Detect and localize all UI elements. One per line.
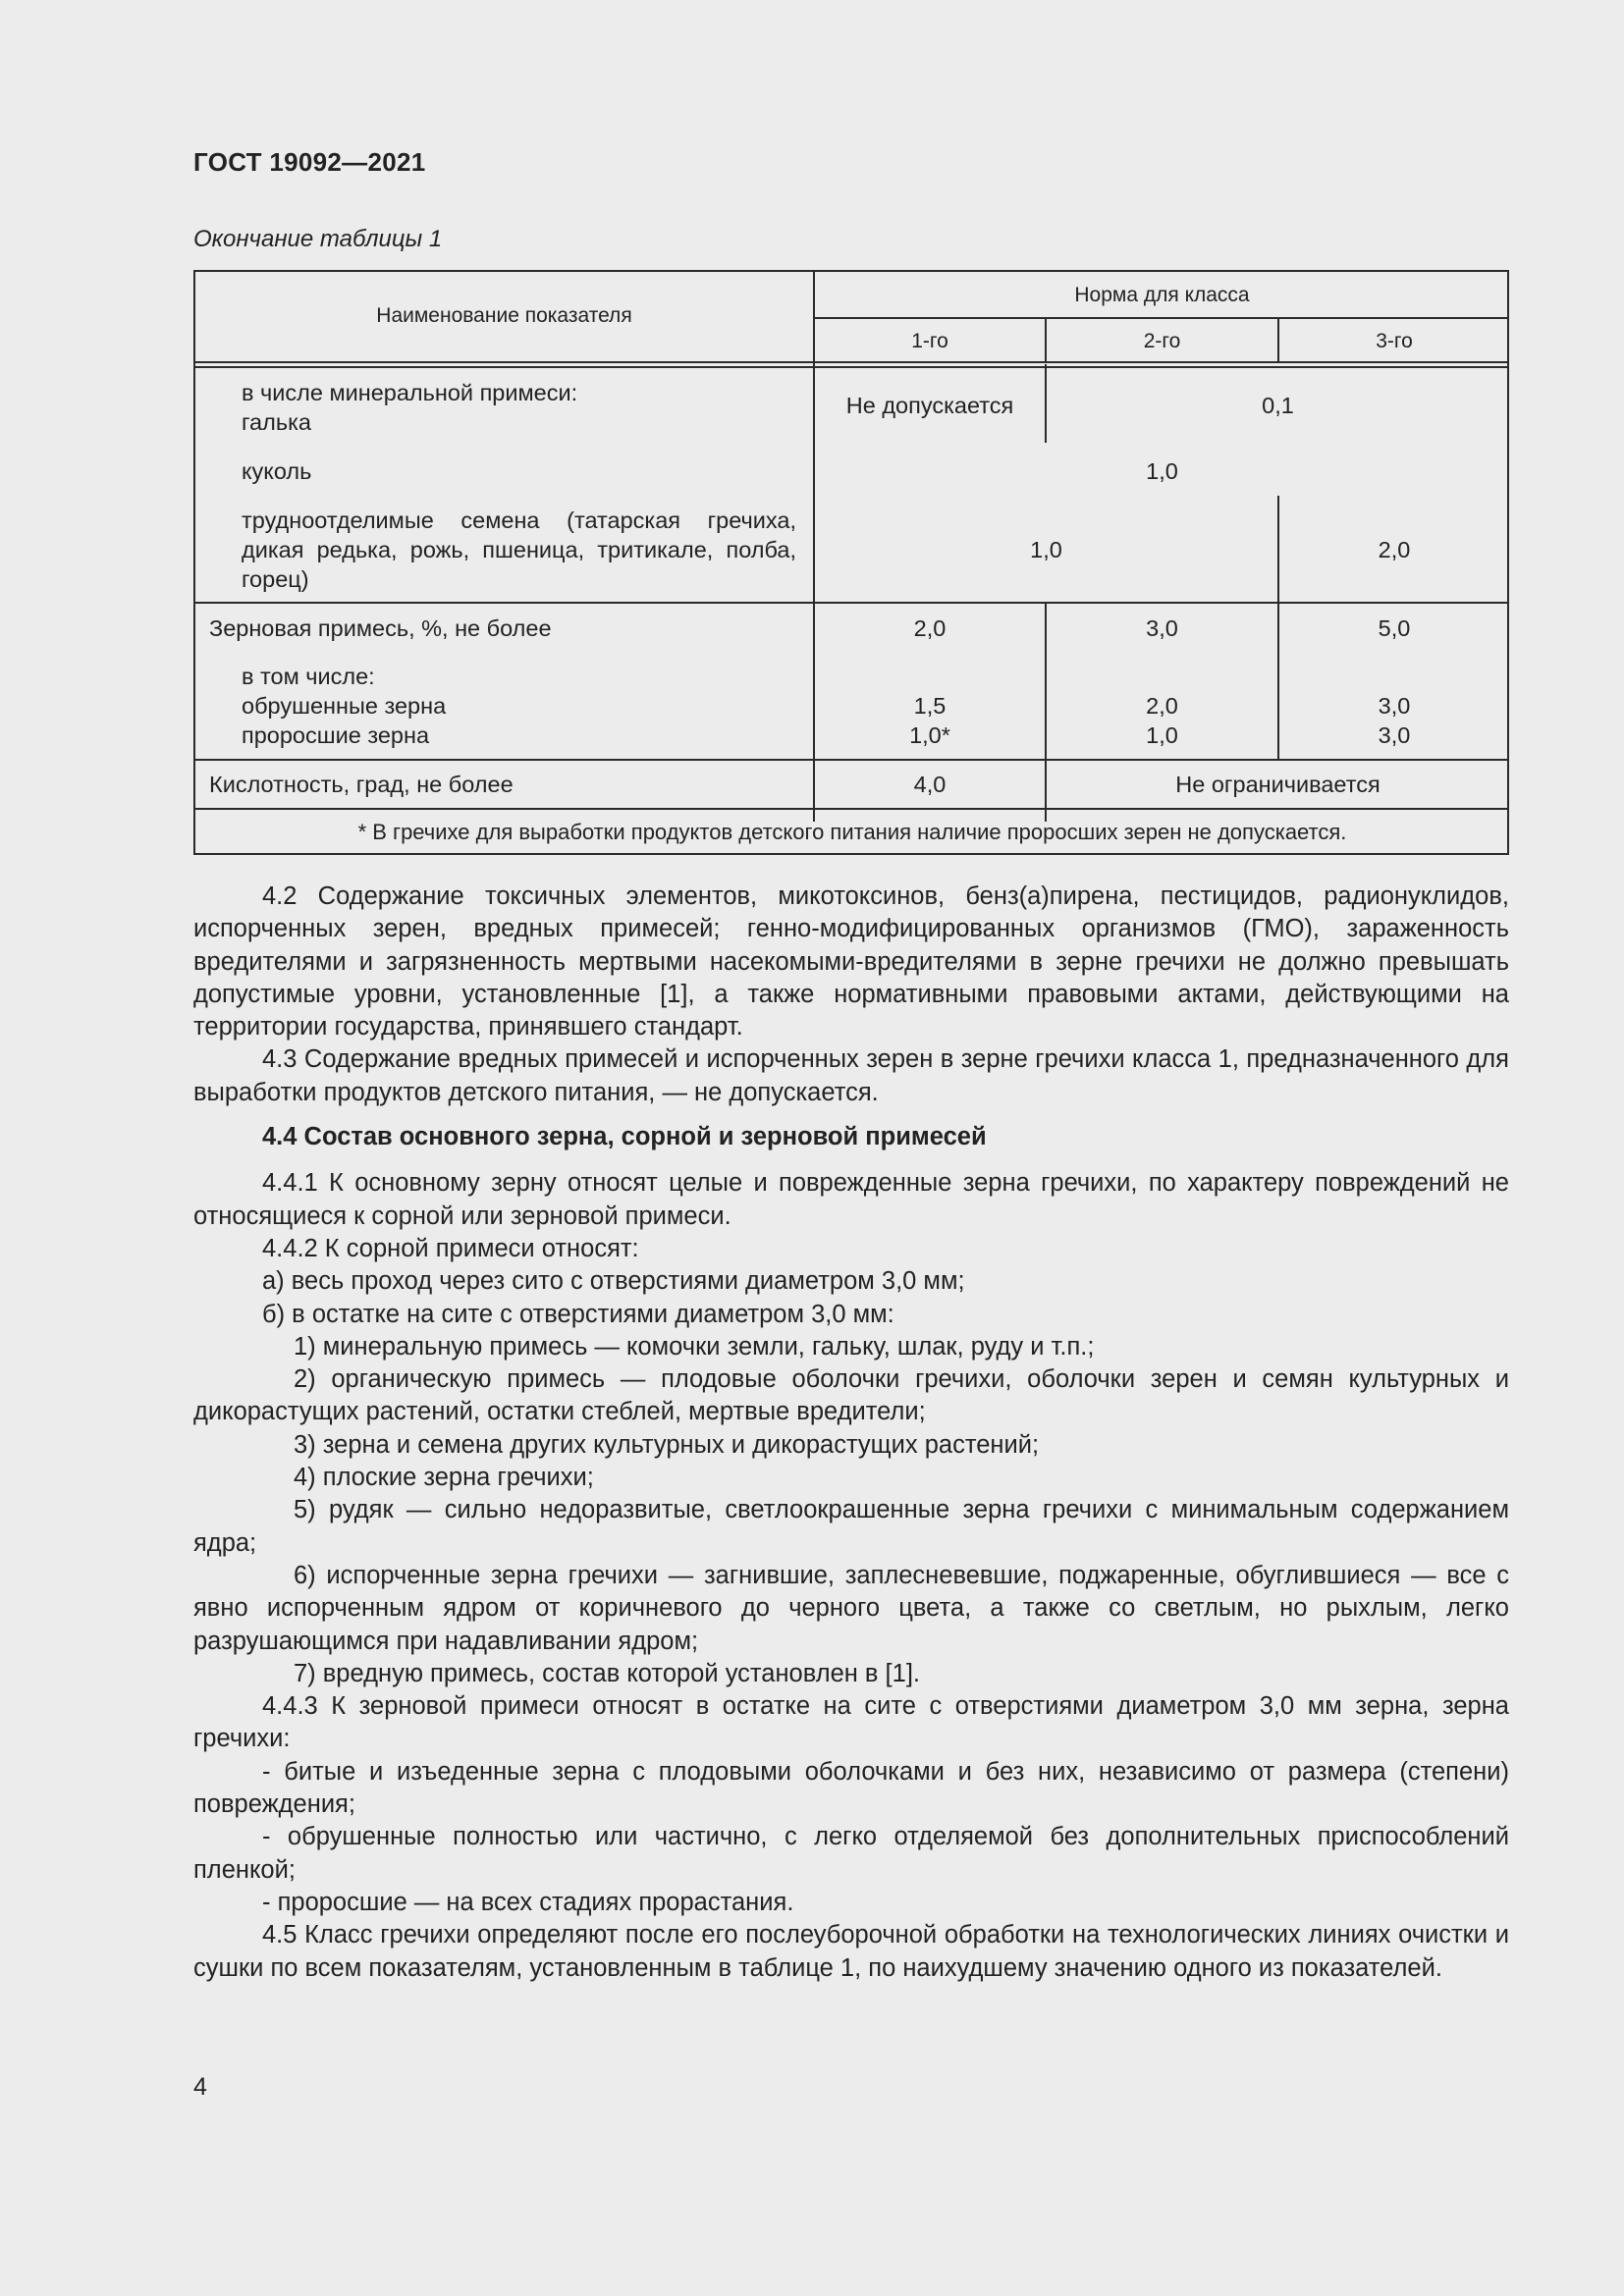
- dash-item-2: - обрушенные полностью или частично, с легко отделяемой без дополнительных приспособлений пленкой;: [193, 1823, 1509, 1884]
- row-divider-header-1: [195, 361, 1509, 363]
- paragraph-4-4-2: 4.4.2 К сорной примеси относят:: [262, 1234, 639, 1262]
- paragraph-4-3: 4.3 Содержание вредных примесей и испорченных зерен в зерне гречихи класса 1, предназначенного для выработки продуктов детского питания, — не допускается.: [193, 1045, 1509, 1106]
- cell-hard-seeds-class12: 1,0: [1030, 537, 1062, 562]
- list-item-5: 5) рудяк — сильно недоразвитые, светлоокрашенные зерна гречихи с минимальным содержанием ядра;: [193, 1496, 1509, 1557]
- table-footnote: * В гречихе для выработки продуктов детского питания наличие проросших зерен не допускается.: [357, 820, 1347, 844]
- cell-pebble-class23: 0,1: [1262, 393, 1294, 418]
- list-item-2: 2) органическую примесь — плодовые оболочки гречихи, оболочки зерен и семян культурных и дикорастущих растений, остатки стеблей, мертвые вредители;: [193, 1365, 1509, 1426]
- row-label-grain-impurity: Зерновая примесь, %, не более: [209, 615, 552, 641]
- row-label-hard-seeds: трудноотделимые семена (татарская гречиха, дикая редька, рожь, пшеница, тритикале, полба, горец): [242, 507, 796, 592]
- cell-grain-class3: 5,0: [1378, 615, 1411, 641]
- list-item-1: 1) минеральную примесь — комочки земли, гальку, шлак, руду и т.п.;: [294, 1332, 1095, 1361]
- row-label-acidity: Кислотность, град, не более: [209, 772, 514, 797]
- row-label-pebble: галька: [242, 409, 311, 435]
- paragraph-4-4-3: 4.4.3 К зерновой примеси относят в остатке на сите с отверстиями диаметром 3,0 мм зерна, зерна гречихи:: [193, 1692, 1509, 1753]
- list-item-6: 6) испорченные зерна гречихи — загнившие, заплесневевшие, поджаренные, обуглившиеся — все с явно испорченным ядром от коричневого до черного цвета, а также со светлым, но рыхлым, легко разрушающимся при надавливании ядром;: [193, 1561, 1509, 1655]
- cell-pebble-class1: Не допускается: [845, 393, 1014, 418]
- document-code-header: ГОСТ 19092—2021: [193, 147, 426, 177]
- cell-grain-class1: 2,0: [913, 615, 947, 641]
- row-divider-acidity: [195, 808, 1509, 810]
- row-divider-norm: [813, 317, 1509, 319]
- cell-sprouted-class3: 3,0: [1378, 722, 1411, 748]
- cell-hulled-class2: 2,0: [1146, 693, 1178, 719]
- cell-kukol-all: 1,0: [1146, 458, 1178, 484]
- paragraph-4-5: 4.5 Класс гречихи определяют после его послеуборочной обработки на технологических линиях очистки и сушки по всем показателям, установленным в таблице 1, по наихудшему значению одного из показателей.: [193, 1921, 1509, 1982]
- dash-item-3: - проросшие — на всех стадиях прорастания.: [262, 1888, 794, 1916]
- cell-sprouted-class1: 1,0*: [909, 722, 950, 748]
- list-item-a: а) весь проход через сито с отверстиями диаметром 3,0 мм;: [262, 1267, 965, 1296]
- list-item-b: б) в остатке на сите с отверстиями диаметром 3,0 мм:: [262, 1300, 894, 1328]
- row-label-including: в том числе:: [242, 664, 375, 689]
- list-item-4: 4) плоские зерна гречихи;: [294, 1464, 594, 1492]
- cell-hard-seeds-class3: 2,0: [1378, 537, 1411, 562]
- table-caption: Окончание таблицы 1: [193, 226, 443, 252]
- list-item-7: 7) вредную примесь, состав которой установлен в [1].: [294, 1659, 920, 1687]
- row-label-sprouted: проросшие зерна: [242, 722, 430, 748]
- col-header-class-3: 3-го: [1376, 330, 1413, 352]
- page-number: 4: [193, 2073, 207, 2101]
- row-label-mineral-intro: в числе минеральной примеси:: [242, 380, 578, 405]
- col-header-norm: Норма для класса: [1074, 284, 1250, 306]
- row-divider-mineral: [195, 602, 1509, 604]
- indicator-table: [193, 270, 1509, 855]
- list-item-3: 3) зерна и семена других культурных и дикорастущих растений;: [294, 1430, 1040, 1459]
- cell-acidity-class23: Не ограничивается: [1175, 772, 1380, 797]
- paragraph-4-2: 4.2 Содержание токсичных элементов, микотоксинов, бенз(а)пирена, пестицидов, радионуклидов, испорченных зерен, вредных примесей; генно-модифицированных организмов (ГМО), зараженность вредителями и загрязненность мертвыми насекомыми-вредителями в зерне гречихи не должно превышать допустимые уровни, установленные [1], а также нормативными правовыми актами, действующими на территории государства, принявшего стандарт.: [193, 882, 1509, 1041]
- dash-item-1: - битые и изъеденные зерна с плодовыми оболочками и без них, независимо от размера (степени) повреждения;: [193, 1757, 1509, 1819]
- col-header-name: Наименование показателя: [376, 304, 632, 327]
- col-header-class-2: 2-го: [1143, 330, 1181, 352]
- main-text: [193, 881, 1509, 1985]
- cell-hulled-class3: 3,0: [1378, 693, 1411, 719]
- section-heading-4-4: 4.4 Состав основного зерна, сорной и зерновой примесей: [262, 1123, 987, 1151]
- row-label-kukol: куколь: [242, 458, 312, 484]
- cell-hulled-class1: 1,5: [913, 693, 947, 719]
- row-divider-header-2: [195, 366, 1509, 368]
- col-header-class-1: 1-го: [911, 330, 948, 352]
- row-divider-grain: [195, 759, 1509, 761]
- cell-grain-class2: 3,0: [1146, 615, 1178, 641]
- cell-sprouted-class2: 1,0: [1146, 722, 1178, 748]
- paragraph-4-4-1: 4.4.1 К основному зерну относят целые и поврежденные зерна гречихи, по характеру повреждений не относящиеся к сорной или зерновой примеси.: [193, 1169, 1509, 1230]
- cell-acidity-class1: 4,0: [913, 772, 947, 797]
- row-label-hulled: обрушенные зерна: [242, 693, 447, 719]
